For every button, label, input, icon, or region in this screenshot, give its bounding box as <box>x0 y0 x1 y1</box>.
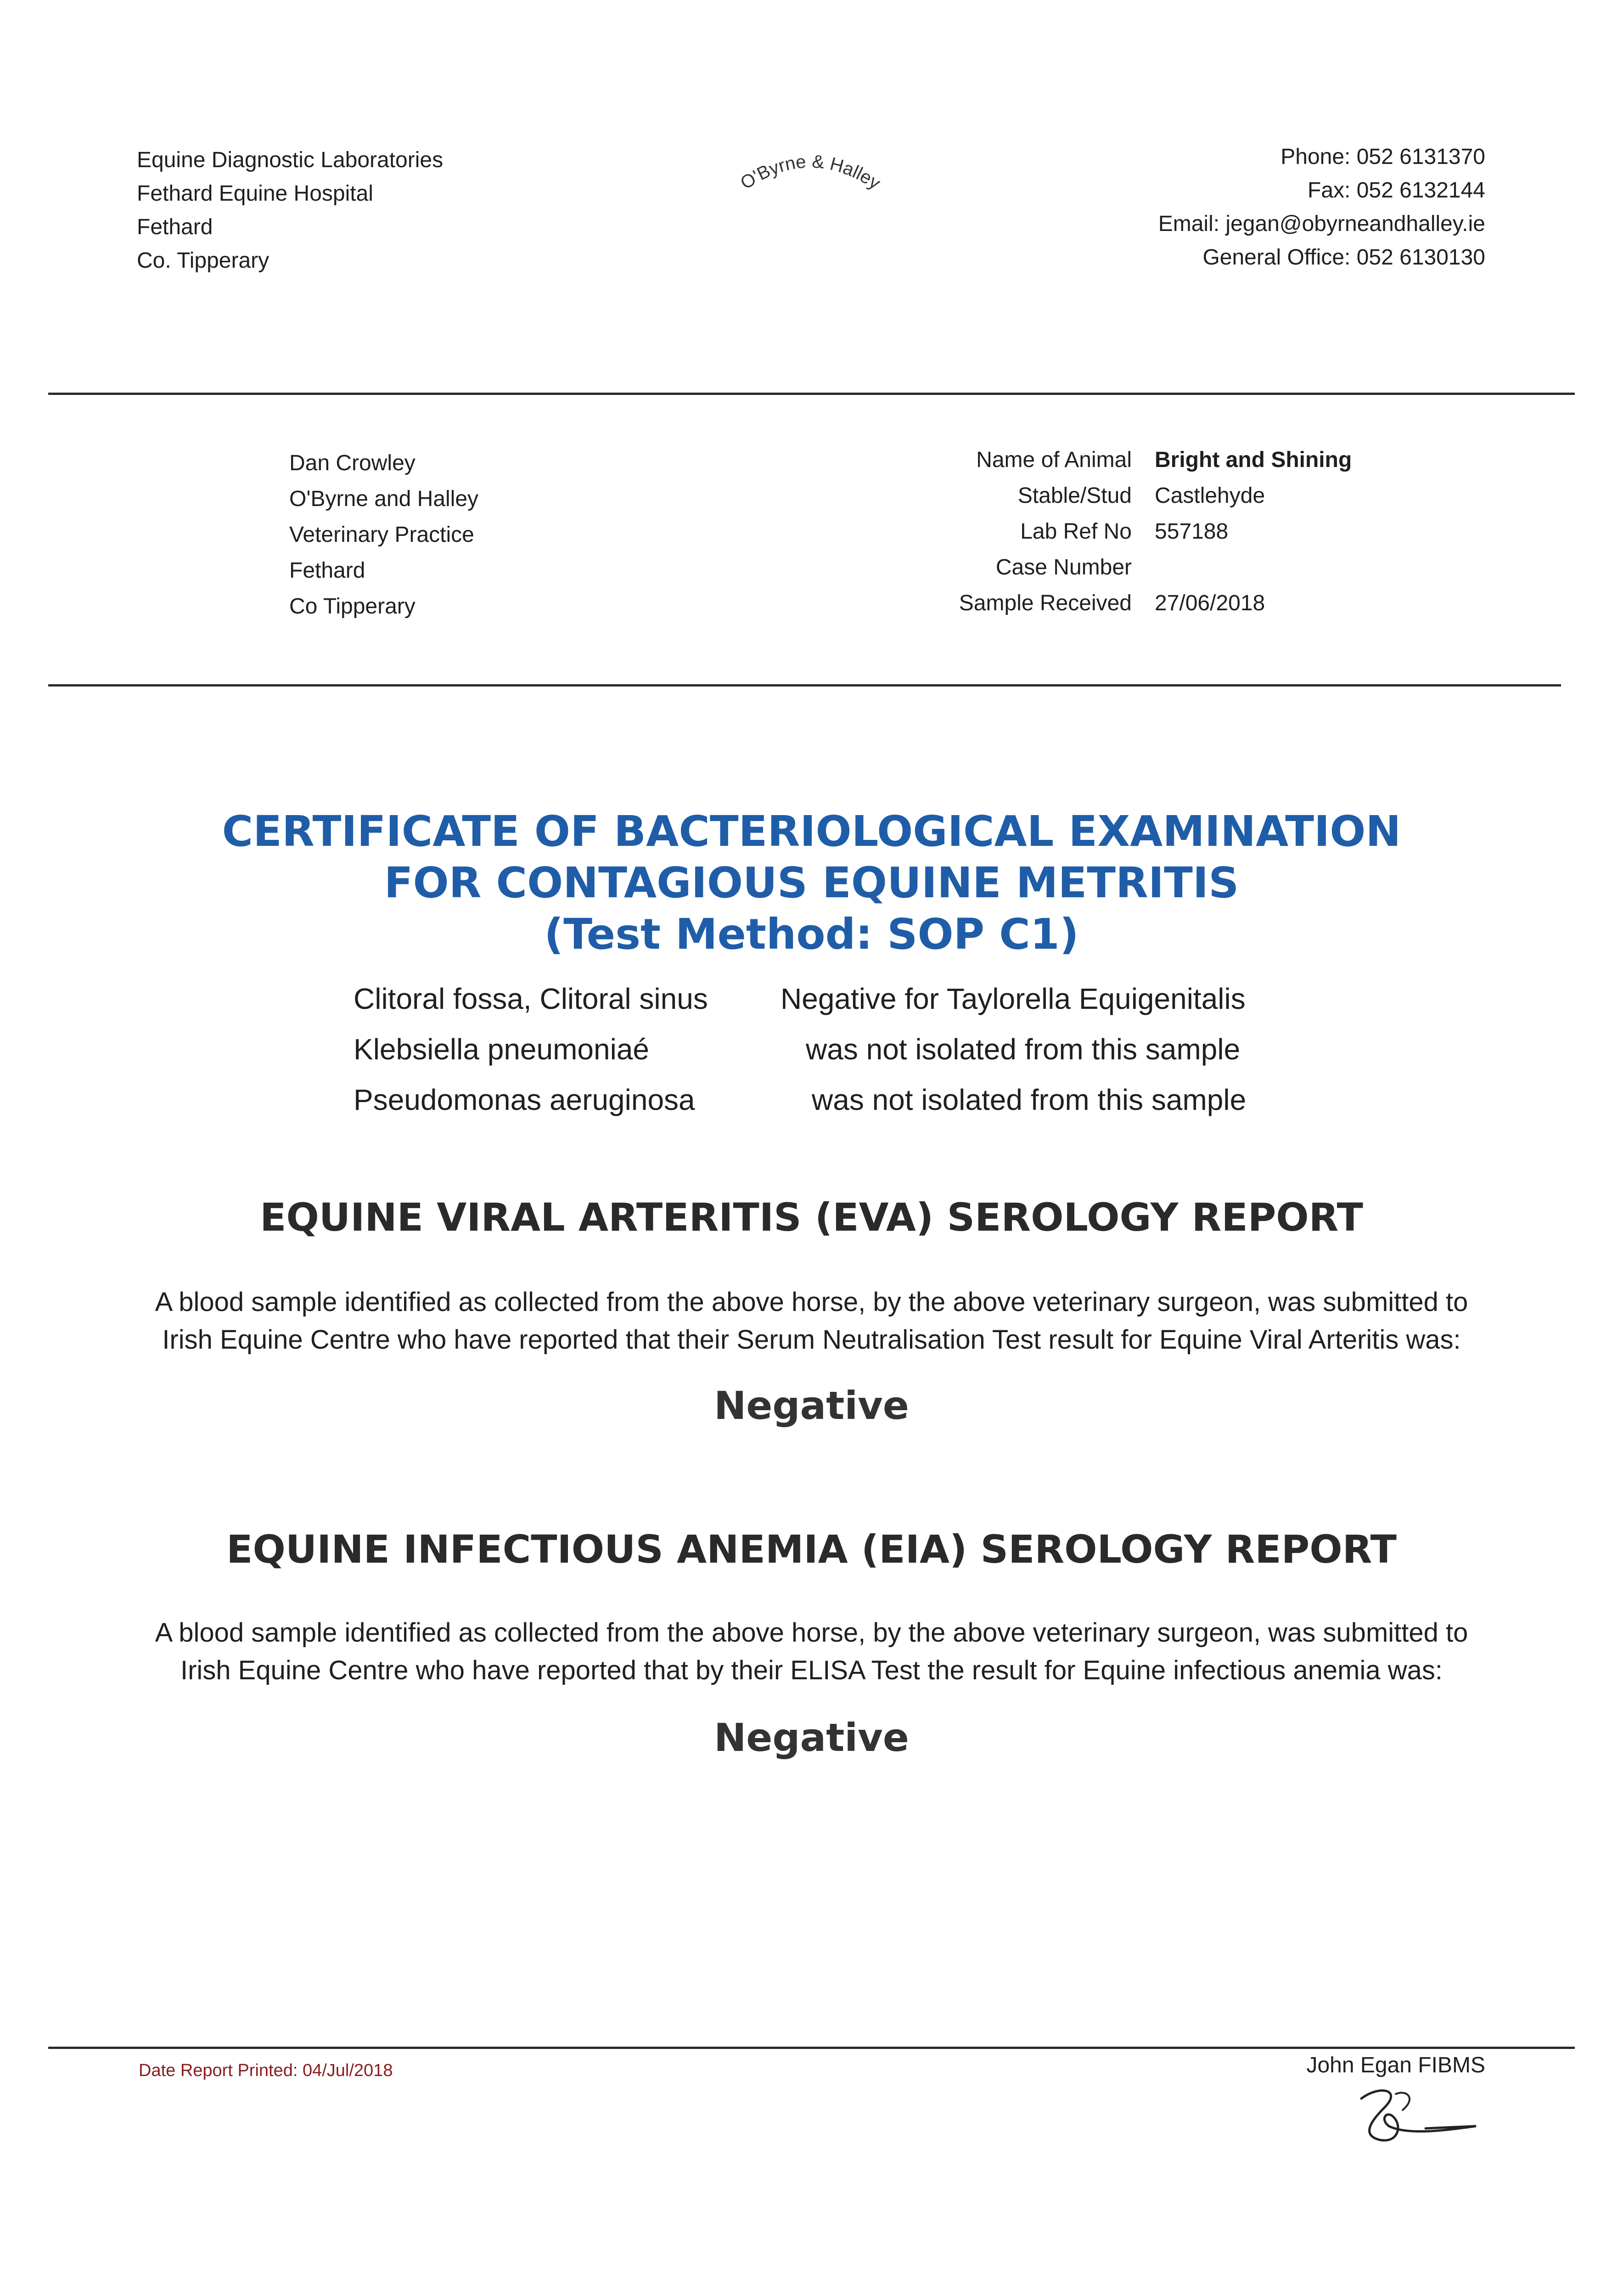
signer-name: John Egan FIBMS <box>1306 2053 1485 2077</box>
client-line: Dan Crowley <box>289 451 416 475</box>
lab-address <box>137 143 443 277</box>
lab-address-line: Fethard Equine Hospital <box>137 181 373 206</box>
eva-result: Negative <box>714 1383 909 1428</box>
animal-name-row <box>872 442 1352 478</box>
footer-divider <box>48 2047 1575 2049</box>
certificate-title <box>0 806 1623 960</box>
client-line: O'Byrne and Halley <box>289 487 479 511</box>
office-text: General Office: 052 6130130 <box>1202 245 1485 270</box>
contact-block <box>1072 140 1485 274</box>
client-line: Veterinary Practice <box>289 523 474 547</box>
cem-results <box>0 974 1623 1125</box>
result-row <box>0 1024 1623 1075</box>
sample-received-row <box>872 585 1352 621</box>
details-divider <box>48 684 1561 687</box>
case-number-row <box>872 550 1352 585</box>
sample-received-label: Sample Received <box>959 591 1132 615</box>
eia-title: EQUINE INFECTIOUS ANEMIA (EIA) SEROLOGY REPORT <box>226 1527 1397 1572</box>
result-sample: Pseudomonas aeruginosa <box>354 1083 695 1116</box>
stable-row <box>872 478 1352 514</box>
eia-text <box>0 1614 1623 1689</box>
lab-address-line: Fethard <box>137 215 213 239</box>
result-row <box>0 1075 1623 1125</box>
animal-name-label: Name of Animal <box>976 448 1132 472</box>
logo-text: O'Byrne & Halley <box>737 151 884 194</box>
certificate-title-line: FOR CONTAGIOUS EQUINE METRITIS <box>384 858 1239 907</box>
header-divider <box>48 393 1575 395</box>
animal-name-value: Bright and Shining <box>1155 448 1352 472</box>
eva-text <box>0 1283 1623 1359</box>
obyrne-halley-logo <box>714 138 907 216</box>
eva-title: EQUINE VIRAL ARTERITIS (EVA) SEROLOGY REPORT <box>260 1195 1363 1240</box>
result-sample: Klebsiella pneumoniaé <box>354 1033 649 1066</box>
signature-image <box>1352 2085 1485 2154</box>
eva-text-line: Irish Equine Centre who have reported that their Serum Neutralisation Test result for Equine Viral Arteritis was: <box>162 1325 1461 1355</box>
date-printed: Date Report Printed: 04/Jul/2018 <box>139 2061 393 2080</box>
animal-details <box>872 442 1352 621</box>
lab-ref-label: Lab Ref No <box>1020 519 1132 544</box>
result-row <box>0 974 1623 1024</box>
client-address <box>289 445 478 625</box>
certificate-title-line: (Test Method: SOP C1) <box>544 910 1079 959</box>
certificate-title-line: CERTIFICATE OF BACTERIOLOGICAL EXAMINATION <box>222 807 1401 856</box>
eia-text-line: A blood sample identified as collected from the above horse, by the above veterinary surgeon, was submitted to <box>155 1618 1468 1648</box>
lab-ref-value: 557188 <box>1155 519 1229 544</box>
lab-address-line: Equine Diagnostic Laboratories <box>137 148 444 172</box>
fax-text: Fax: 052 6132144 <box>1308 178 1485 203</box>
stable-value: Castlehyde <box>1155 484 1265 508</box>
phone-text: Phone: 052 6131370 <box>1280 145 1485 169</box>
case-number-label: Case Number <box>995 555 1132 580</box>
client-line: Fethard <box>289 558 365 583</box>
lab-ref-row <box>872 514 1352 550</box>
eva-text-line: A blood sample identified as collected from the above horse, by the above veterinary surgeon, was submitted to <box>155 1287 1468 1317</box>
email-text: Email: jegan@obyrneandhalley.ie <box>1158 212 1485 236</box>
result-value: was not isolated from this sample <box>806 1033 1241 1066</box>
result-value: Negative for Taylorella Equigenitalis <box>781 982 1246 1015</box>
stable-label: Stable/Stud <box>1017 484 1132 508</box>
result-value: was not isolated from this sample <box>812 1083 1247 1116</box>
sample-received-value: 27/06/2018 <box>1155 591 1265 615</box>
lab-address-line: Co. Tipperary <box>137 248 270 273</box>
eia-text-line: Irish Equine Centre who have reported that by their ELISA Test the result for Equine infectious anemia was: <box>180 1655 1443 1685</box>
result-sample: Clitoral fossa, Clitoral sinus <box>354 982 708 1015</box>
client-line: Co Tipperary <box>289 594 416 619</box>
svg-text:O'Byrne & Halley <box>737 152 884 194</box>
eia-result: Negative <box>714 1715 909 1760</box>
